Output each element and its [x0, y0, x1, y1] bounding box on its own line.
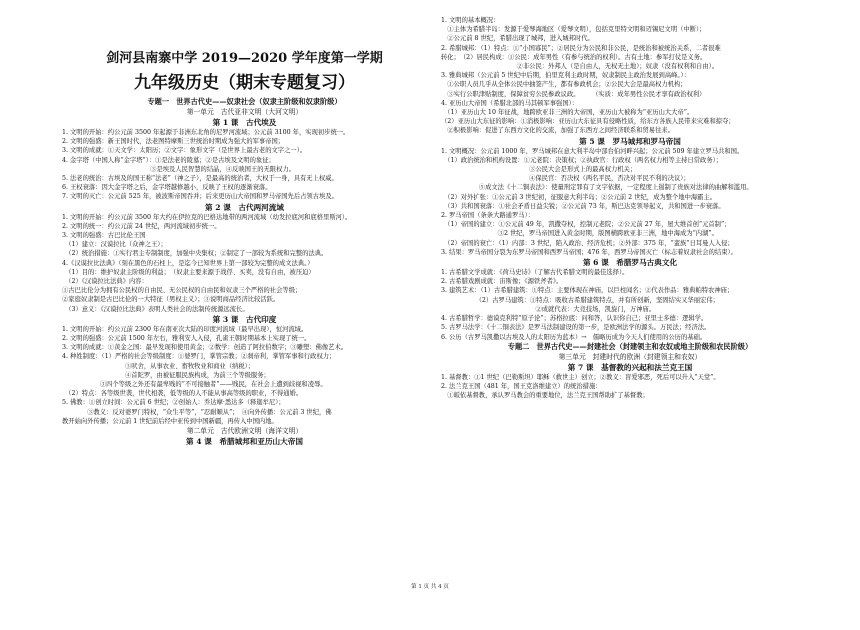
- text-line: 4. 金字塔（中国人称“金字塔”）：①是法老的陵墓；②是古埃及文明的象征；: [62, 156, 275, 164]
- text-line: 1. 基督教：①1 世纪（巴勒斯坦）耶稣（救世主）创立；②教义：盲爱邪恶，死后可以升入“天堂”。: [441, 373, 720, 381]
- lesson-heading: 第 2 课 古代两河流域: [205, 202, 284, 212]
- text-line: ①主体为希腊半岛：发源于爱琴海地区（爱琴文明），包括克里特文明和迈锡尼文明（中断）；: [441, 26, 706, 34]
- text-line: 4. 古希腊哲学：德谟克利特“原子论”；苏格拉底：问和答，认识你自己；亚里士多德：逻辑学。: [441, 315, 708, 323]
- text-line: ③2 世纪，罗马帝国进入黄金时期，版图横跨欧亚非三洲，地中海成为“内湖”。: [441, 230, 718, 238]
- text-line: 3. 雅典城邦（公元前 5 世纪中后期，伯里克利主政时期，奴隶制民主政治发展到高峰。）：: [441, 72, 691, 80]
- text-line: 2. 文明的强盛：公元前 1500 年左右，雅利安人入侵，孔雀王朝时期基本上实现了统一。: [62, 335, 311, 343]
- text-line: ①公职人员几乎从全体公民中抽签产生，都有参政机会；②公民大会是最高权力机构；: [441, 81, 687, 89]
- text-line: 5. 佛教：①创立时间：公元前 6 世纪；②创始人：乔达摩·悉达多（释迦牟尼）；: [62, 399, 285, 407]
- text-line: 1. 文明的开始：约公元前 2300 年在南亚次大陆的印度河流域（最早出现），恒河流域。: [62, 325, 308, 333]
- text-line: ③四个等级之外还有最卑贱的“不可接触者”——贱民，在社会上遭到歧视和凌辱。: [62, 381, 327, 389]
- text-line: ②公元前 8 世纪，希腊出现了城邦，进入城邦时代。: [441, 35, 594, 43]
- text-line: 2. 古希腊戏剧成就：宙斯像；《源铁斧者》。: [441, 278, 563, 286]
- text-line: 6. 王权衰落：因大金字塔之后，金字塔越修越小，反映了王权的逐渐衰落。: [62, 184, 272, 192]
- text-line: 3. 结果：罗马帝国分裂为东罗马帝国和西罗马帝国；476 年，西罗马帝国灭亡（标志着奴隶社会的结束）。: [441, 248, 737, 256]
- text-line: （1）帝国的建立：①公元前 49 年，凯撒夺权，控制元老院；②公元前 27 年，屋大维首创“元首制”；: [441, 221, 731, 229]
- lesson-heading: 第 5 课 罗马城邦和罗马帝国: [579, 136, 681, 146]
- text-line: ②非公民：外邦人（是自由人，无权无土地）；奴隶（没有权利和自由）。: [441, 63, 719, 71]
- text-line: （1）政治统治和机构设置：①元老院：决策权；②执政官：行政权（两名权力相等主持日常政务）；: [441, 156, 723, 164]
- text-line: 教开始向外传播；公元前 1 世纪前后经中亚传到中国新疆，再传入中国内地。: [62, 417, 278, 425]
- text-line: （2）亚历山大东征的影响：①消极影响：亚历山大东征具有侵略性质，给东方各族人民带来灾难和掠夺；: [441, 118, 735, 126]
- right-column: [441, 16, 819, 596]
- text-line: 7. 文明的灭亡：公元前 525 年，被波斯帝国吞并；后来更历山大帝国和罗马帝国先后占领古埃及。: [62, 193, 338, 201]
- text-line: 3. 建筑艺术：（1）古希腊建筑：①特点：主要体现在神庙，以巨柱闻名；②代表作品：雅典帕特农神庙；: [441, 287, 734, 295]
- lesson-heading: 第 1 课 古代埃及: [212, 118, 277, 127]
- lesson-heading: 第 3 课 古代印度: [212, 314, 277, 324]
- text-line: 转化； （2）居民构成：①公民：成年男性（有参与统治的权利）。古有土地：参军打仗是义务。: [441, 53, 707, 61]
- text-line: ①古巴比伦分为拥有公民权的自由民、无公民权的自由民和奴隶三个严格的社会等级；: [62, 287, 302, 295]
- unit-heading: 第二单元 古代欧洲文明（海洋文明）: [186, 427, 303, 436]
- text-line: （3）意义：《汉谟拉比法典》表明人类社会的法制传统源远流长。: [62, 305, 249, 313]
- text-line: 2. 罗马帝国（条条大路通罗马）：: [441, 212, 535, 220]
- text-line: 4.《汉谟拉比法典》（刻在黑色的石柱上，是迄今已知世界上第一部较为完整的成文法典。）: [62, 259, 314, 267]
- text-line: 4. 种姓制度：（1）严格的社会等级制度：①婆罗门，掌管宗教；②刹帝利，掌管军事和行政权力；: [62, 353, 336, 361]
- text-line: 1. 文明概况：公元前 1000 年，罗马城邦在意大利半岛中部台伯河畔兴起；公元前 509 年建立罗马共和国。: [441, 147, 744, 155]
- text-line: ③是埃及人民智慧的结晶，④反映国王的无限权力。: [62, 165, 295, 173]
- text-line: 3. 文明的强盛：古巴比伦王国: [62, 232, 146, 240]
- text-line: （1）建立：汉谟拉比（众神之王）；: [62, 241, 167, 249]
- text-line: （2）帝国的衰亡：（1）内部：3 世纪，陷入政治、经济危机；②外部：375 年，“蛮族”日耳曼人入侵；: [441, 239, 734, 247]
- lesson-heading: 第 7 课 基督教的兴起和法兰克王国: [567, 362, 693, 372]
- text-line: 1. 文明的开始：约公元前 3500 年大约在伊拉克的巴格达地带的两河流域（幼发拉底河和底格里斯河）。: [62, 213, 352, 221]
- text-line: ④首陀罗，由被征服民族构成，为前三个等级服务；: [62, 371, 270, 379]
- text-line: 2. 法兰克王国（481 年，国王克洛维建立）的统治措施：: [441, 382, 602, 390]
- unit-heading: 第一单元 古代亚非文明（大河文明）: [186, 108, 303, 116]
- text-line: ⑤成文法《十二铜表法》：使量刑定罪有了文字依据，一定程度上遏制了贵族对法律的曲解和滥用。: [441, 184, 753, 192]
- unit-heading: 第三单元 封建时代的欧洲（封建领主和农奴）: [558, 352, 702, 361]
- text-line: 1. 文明的开始：约公元前 3500 年起源于非洲东北角的尼罗河流域；公元前 3100 年，实现初步统一。: [62, 129, 350, 136]
- school-title: 剑河县南寨中学 2019—2020 学年度第一学期: [106, 51, 383, 66]
- right-body: [441, 16, 819, 400]
- text-line: （2）《汉谟拉比法典》内容：: [62, 278, 148, 286]
- text-line: ③实行公职津贴制度，保障贫穷公民参政议政。 （实质：成年男性公民才享有政治权利）: [441, 90, 706, 98]
- text-line: 2. 文明的强盛：新王国时代，法老图特摩斯三世统治时期成为强大的军事帝国；: [62, 138, 285, 146]
- text-line: 2. 希腊城邦：（1）特点：①“小国寡民”；②居民分为公民和非公民，是统治和被统治关系，二者很难: [441, 44, 721, 52]
- text-line: （2）古罗马建筑：①特点：吸收古希腊建筑特点，并有所创新，坚固结实又华丽宏伟；: [441, 296, 719, 304]
- main-title: 九年级历史（期末专题复习）: [134, 73, 355, 93]
- page-footer: 第 1 页 共 4 页: [411, 584, 449, 590]
- section-heading: 专题二 世界古代史——封建社会（封建领主和农奴或地主阶级和农民阶级）: [507, 341, 753, 351]
- text-line: 5. 法老的统治：古埃及的国王称“法老”（神之子），是最高的统治者，大权于一身，具有无上权威。: [62, 175, 338, 183]
- text-line: 6. 公历（古罗马凯撒以古埃及人的太阳历为蓝本）→ 儒略历成为今天人们使用的公历的基础。: [441, 333, 707, 341]
- left-body: [62, 97, 427, 447]
- text-line: 2. 文明的统一：约公元前 24 世纪，两河流域初步统一。: [62, 222, 221, 230]
- text-line: ③教义：反对婆罗门特权，“众生平等”，“忍耐顺从”； ④向外传播：公元前 3 世纪，佛: [62, 408, 332, 416]
- text-line: 1. 古希腊文学成就：《荷马史诗》（了解古代希腊文明的最佳选择）。: [441, 269, 629, 277]
- text-line: ①皈依基督教，承认罗马教会的重要地位，法兰克王国帮助扩了基督教；: [441, 392, 649, 400]
- text-line: ②家庭奴隶制是古巴比伦的一大特征（男权主义）；③说明商品经济比较活跃。: [62, 296, 280, 304]
- lesson-heading: 第 6 课 希腊罗马古典文化: [582, 258, 678, 268]
- text-line: （2）对外扩张：①公元前 3 世纪初，征服意大利半岛；②公元前 2 世纪，成为整个地中海霸主。: [441, 193, 717, 201]
- text-line: ②成就代表：大竞技场，凯旋门，万神庙。: [441, 305, 656, 313]
- text-line: ③吠舍，从事农业、畜牧牧业和商业（纳税）；: [62, 362, 255, 370]
- lesson-heading: 第 4 课 希腊城邦和亚历山大帝国: [186, 437, 303, 447]
- text-line: （3）共和国衰落：①社会矛盾日益尖锐；②公元前 73 年，斯巴达克领导起义，共和国进一步衰落。: [441, 202, 725, 210]
- text-line: （2）特点：各等级世袭，世代相袭，低等级的人不能从事高等级的职业，不得通婚。: [62, 390, 303, 398]
- text-line: 3. 文明的成就：①黄金之国：最早发现和使用黄金；②数学：创造了阿拉伯数字；③雕塑：佛像艺术。: [62, 344, 348, 352]
- text-line: 3. 文明的成就：①天文学：太阳历；②文字：象形文字（是世界上最古老的文字之一）。: [62, 147, 307, 155]
- section-heading: 专题一 世界古代史——奴隶社会（奴隶主阶级和奴隶阶级）: [147, 97, 342, 106]
- text-line: （2）统治措施：①实行君主专制制度，加强中央集权；②制定了一部较为系统和完整的法典。: [62, 250, 328, 258]
- text-line: （1）目的：维护奴隶主阶级的利益； （奴隶主要来源于战俘、买卖，没有自由，被压迫）: [62, 268, 315, 276]
- text-line: 4. 亚历山大帝国（希腊北部的马其顿军事强国）：: [441, 99, 579, 107]
- text-line: （1）亚历山大 10 年征战，地跨欧亚非三洲的大帝国，亚历山大被称为“亚历山大大帝”。: [441, 109, 694, 117]
- text-line: 1. 文明的基本概况：: [441, 17, 500, 24]
- text-line: 5. 古罗马法学：《十二铜表法》是罗马法制建设的第一步，是欧洲法学的源头。万民法；经济法。: [441, 324, 711, 332]
- text-line: ②积极影响：促进了东西方文化的交流，加强了东西方之间经济联系和贸易往来。: [441, 127, 674, 135]
- text-line: ④保民官：否决权（两名平民，否决对平民不利的决议）；: [441, 175, 690, 183]
- text-line: ③公民大会是形式上的最高权力机关；: [441, 166, 637, 174]
- left-column: [62, 50, 427, 630]
